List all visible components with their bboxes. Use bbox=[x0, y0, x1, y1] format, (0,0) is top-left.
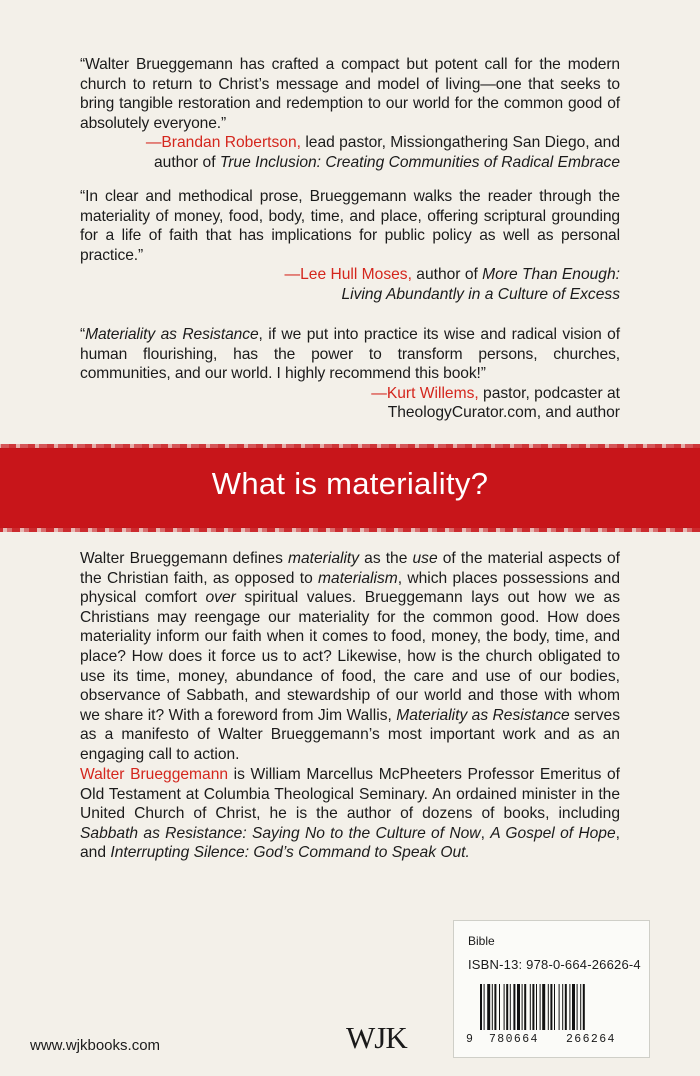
author-bio bbox=[80, 765, 620, 863]
endorser-book-title: More Than Enough: bbox=[482, 266, 620, 283]
endorsement-2 bbox=[80, 187, 620, 304]
endorser-name: —Lee Hull Moses, bbox=[284, 266, 412, 283]
banner-title: What is materiality? bbox=[211, 466, 489, 501]
text: as the bbox=[359, 550, 413, 567]
publisher-logo: WJK bbox=[346, 1020, 407, 1055]
endorser-name: —Brandan Robertson, bbox=[145, 134, 301, 151]
text: spiritual values. Brueggemann lays out how we as Christians may reengage our materiality for the common good. How does materiality inform our faith when it comes to food, money, the body, time, and place? How does it force us to act? Likewise, how is the church obligated to use its time, money, abundance of food, the care and use of our bodies, observance of Sabbath, and stewardship of our world and those with whom we share it? With a foreword from Jim Wallis, bbox=[80, 589, 621, 724]
endorser-role: lead pastor, Missiongathering San Diego, and bbox=[300, 134, 620, 151]
endorser-role-cont: TheologyCurator.com, and author bbox=[387, 404, 620, 421]
endorsement-attribution bbox=[80, 133, 620, 153]
endorsement-text: “Walter Brueggemann has crafted a compact but potent call for the modern church to return to Christ’s message and model of living—one that seeks to bring tangible restoration and redemption to our world for the common good of absolutely everyone.” bbox=[80, 56, 620, 132]
book-title-ref: Materiality as Resistance bbox=[85, 326, 259, 343]
emphasis: over bbox=[205, 589, 236, 607]
text: Walter Brueggemann defines bbox=[80, 550, 288, 567]
book-title-ref: Materiality as Resistance bbox=[396, 706, 570, 724]
endorser-book-subtitle: Living Abundantly in a Culture of Excess bbox=[341, 285, 620, 303]
author-name: Walter Brueggemann bbox=[80, 766, 229, 783]
text: of the material aspects of the Christian faith, as opposed to bbox=[80, 550, 620, 587]
endorsement-attribution bbox=[80, 384, 620, 404]
text: , and bbox=[80, 824, 620, 862]
text: is William Marcellus McPheeters Professor Emeritus of Old Testament at Columbia Theological Seminary. An ordained minister in the United Church of Christ, he is the author of dozens of books, including bbox=[80, 766, 620, 823]
endorsement-1 bbox=[80, 55, 620, 172]
endorser-book-title: True Inclusion: Creating Communities of Radical Embrace bbox=[219, 153, 620, 171]
emphasis: materiality bbox=[288, 550, 360, 567]
endorser-role-cont: author of bbox=[153, 153, 220, 171]
endorsement-attribution-line2 bbox=[80, 153, 620, 173]
endorsement-attribution bbox=[80, 265, 620, 285]
text: , which places possessions and physical comfort bbox=[80, 569, 620, 607]
emphasis: use bbox=[412, 550, 438, 567]
text: , bbox=[480, 824, 491, 842]
endorsement-body: , if we put into practice its wise and radical vision of human flourishing, has the power to transform persons, churches, communities, and our world. I highly recommend this book!” bbox=[80, 326, 620, 382]
endorsement-text: “In clear and methodical prose, Brueggemann walks the reader through the materiality of money, food, body, time, and place, offering scriptural grounding for a life of faith that has implications for public policy as well as personal practice.” bbox=[80, 188, 620, 264]
endorsement-text bbox=[80, 325, 620, 384]
book-title-ref: Sabbath as Resistance: Saying No to the Culture of Now bbox=[80, 824, 481, 842]
endorsement-3 bbox=[80, 325, 620, 423]
emphasis: materialism bbox=[318, 569, 398, 587]
book-title-ref: Interrupting Silence: God’s Command to Speak Out. bbox=[110, 844, 470, 862]
endorser-role: author of bbox=[411, 266, 483, 283]
bio-paragraph bbox=[80, 765, 620, 863]
description-paragraph bbox=[80, 549, 620, 765]
endorsement-attribution-line2 bbox=[80, 285, 620, 305]
barcode-icon bbox=[480, 984, 630, 1032]
endorser-role: pastor, podcaster at bbox=[478, 384, 620, 402]
barcode-panel bbox=[453, 920, 650, 1058]
isbn-label: ISBN-13: 978-0-664-26626-4 bbox=[468, 957, 641, 972]
endorser-name: —Kurt Willems, bbox=[371, 384, 479, 402]
text: serves as a manifesto of Walter Brueggemann’s most important work and as an engaging call to action. bbox=[80, 706, 620, 763]
endorsement-attribution-line2 bbox=[80, 403, 620, 423]
barcode-digit-first: 9 bbox=[466, 1033, 473, 1046]
open-quote: “ bbox=[80, 326, 86, 343]
publisher-website: www.wjkbooks.com bbox=[30, 1037, 161, 1054]
book-description bbox=[80, 549, 620, 765]
barcode-digits-right: 266264 bbox=[566, 1033, 616, 1046]
category-label: Bible bbox=[468, 934, 495, 948]
book-title-ref: A Gospel of Hope bbox=[490, 824, 616, 842]
barcode-digits-left: 780664 bbox=[489, 1033, 539, 1046]
red-banner bbox=[0, 448, 700, 528]
